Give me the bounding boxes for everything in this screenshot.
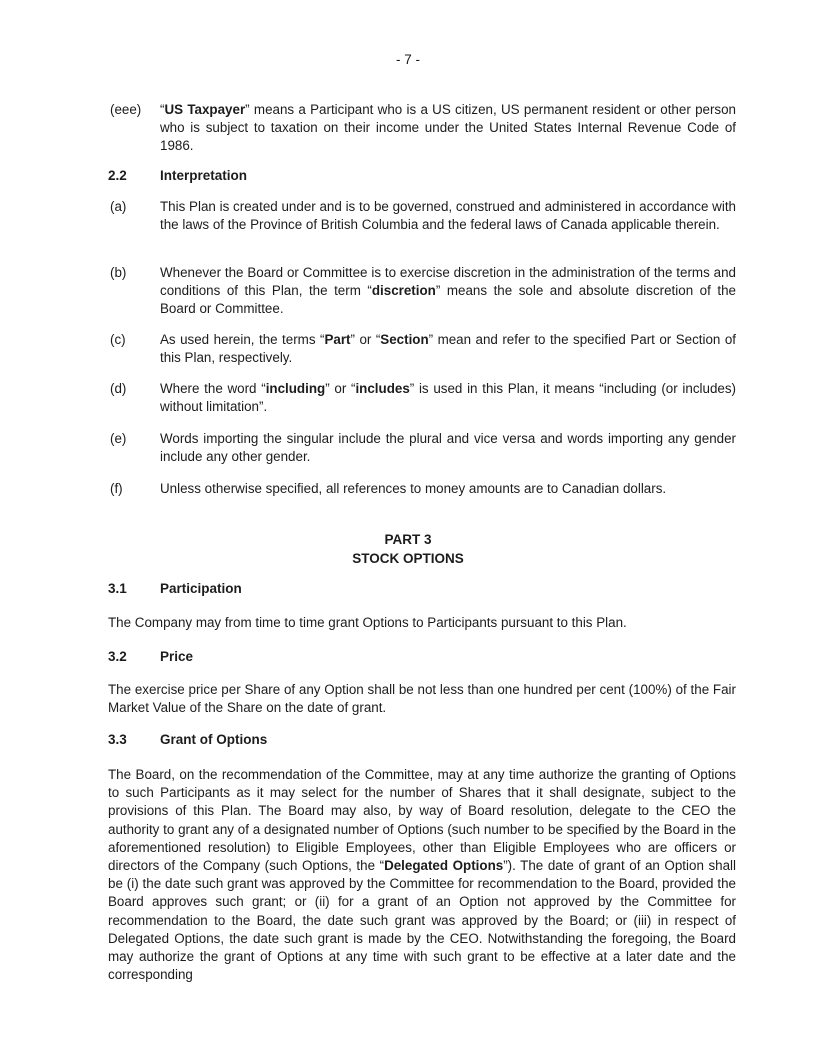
part-heading bbox=[0, 530, 816, 568]
part-title: STOCK OPTIONS bbox=[352, 551, 464, 566]
item-text: Whenever the Board or Committee is to exercise discretion in the administration of the terms and conditions of this Plan, the term “discretion” means the sole and absolute discretion of the Board or Committee. bbox=[160, 265, 736, 316]
section-title: Grant of Options bbox=[160, 732, 268, 747]
definition-text: “US Taxpayer” means a Participant who is a US citizen, US permanent resident or other person who is subject to taxation on their income under the United States Internal Revenue Code of 1986. bbox=[160, 102, 737, 153]
defined-term: Part bbox=[324, 332, 351, 347]
section-title: Interpretation bbox=[160, 168, 248, 183]
list-item bbox=[110, 198, 736, 234]
defined-term: Section bbox=[380, 332, 429, 347]
section-number: 2.2 bbox=[108, 168, 127, 183]
part-number: PART 3 bbox=[384, 532, 432, 547]
defined-term: Delegated Options bbox=[384, 858, 504, 874]
section-text: The Board, on the recommendation of the Committee, may at any time authorize the granting of Options to such Participants as it may select for the number of Shares that it shall designate, subject to the provisions of this Plan. The Board may also, by way of Board resolution, delegate to the CEO the authority to grant any of a designated number of Options (such number to be specified by the Board in the aforementioned resolution) to Eligible Employees, other than Eligible Employees who are officers or directors of the Company (such Options, the “Delegated Options”). The date of grant of an Option shall be (i) the date such grant was approved by the Committee for recommendation to the Board, provided the Board approves such grant; or (ii) for a grant of an Option not approved by the Committee for recommendation to the Board, the date such grant was approved by the Board; or (iii) in respect of Delegated Options, the date such grant is made by the CEO. Notwithstanding the foregoing, the Board may authorize the grant of Options at any time with such grant to be effective at a later date and the corresponding bbox=[108, 767, 736, 983]
item-label: (eee) bbox=[110, 102, 142, 117]
item-text: This Plan is created under and is to be governed, construed and administered in accordance with the laws of the Province of British Columbia and the federal laws of Canada applicable therein. bbox=[160, 199, 736, 232]
list-item bbox=[110, 264, 736, 318]
item-text: Where the word “including” or “includes” is used in this Plan, it means “including (or includes) without limitation”. bbox=[160, 381, 737, 414]
section-number: 3.2 bbox=[108, 649, 127, 664]
item-label: (e) bbox=[110, 431, 127, 446]
item-label: (f) bbox=[110, 481, 123, 496]
defined-term: including bbox=[265, 381, 326, 396]
section-title: Price bbox=[160, 649, 194, 664]
item-text: As used herein, the terms “Part” or “Section” mean and refer to the specified Part or Section of this Plan, respectively. bbox=[160, 332, 737, 365]
item-label: (b) bbox=[110, 265, 127, 280]
item-label: (a) bbox=[110, 199, 127, 214]
list-item bbox=[110, 380, 737, 416]
section-number: 3.3 bbox=[108, 732, 127, 747]
defined-term: discretion bbox=[371, 283, 436, 298]
item-label: (c) bbox=[110, 332, 126, 347]
page-number: - 7 - bbox=[395, 52, 420, 67]
item-text: Words importing the singular include the plural and vice versa and words importing any gender include any other gender. bbox=[160, 431, 736, 464]
section-title: Participation bbox=[160, 581, 242, 596]
list-item bbox=[110, 430, 736, 466]
item-text: Unless otherwise specified, all references to money amounts are to Canadian dollars. bbox=[160, 481, 667, 496]
list-item bbox=[110, 480, 736, 498]
section-number: 3.1 bbox=[108, 581, 127, 596]
defined-term: includes bbox=[355, 381, 410, 396]
defined-term: US Taxpayer bbox=[164, 102, 246, 117]
item-label: (d) bbox=[110, 381, 127, 396]
section-text: The Company may from time to time grant Options to Participants pursuant to this Plan. bbox=[108, 615, 627, 630]
list-item bbox=[110, 331, 737, 367]
definition-us-taxpayer bbox=[110, 101, 737, 155]
section-text: The exercise price per Share of any Option shall be not less than one hundred per cent (100%) of the Fair Market Value of the Share on the date of grant. bbox=[108, 682, 736, 716]
